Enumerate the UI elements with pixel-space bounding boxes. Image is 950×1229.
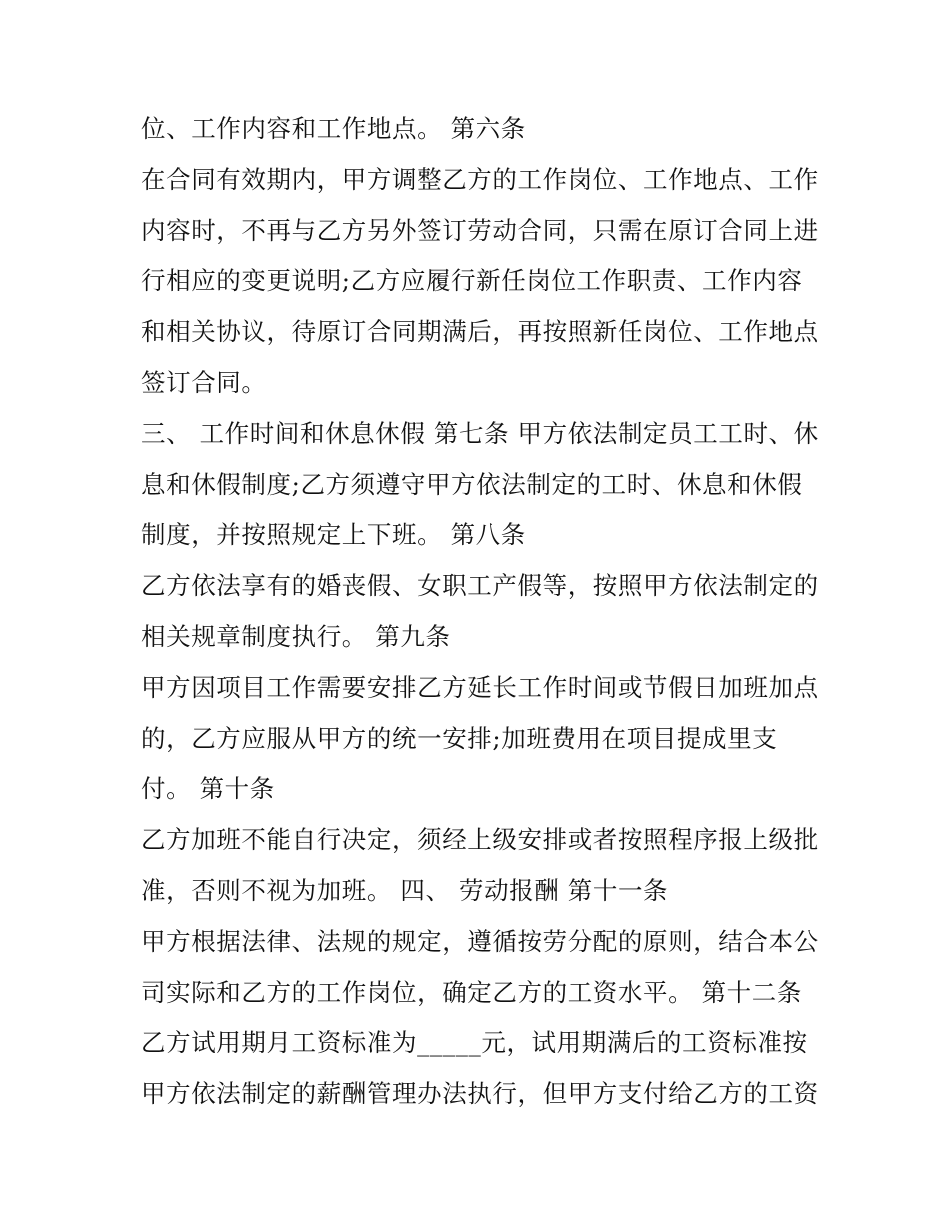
text-line: 付。 第十条 bbox=[141, 774, 275, 804]
text-line: 位、工作内容和工作地点。 第六条 bbox=[141, 114, 526, 143]
text-line: 甲方根据法律、法规的规定，遵循按劳分配的原则，结合本公 bbox=[141, 926, 819, 956]
text-line: 内容时，不再与乙方另外签订劳动合同，只需在原订合同上进 bbox=[141, 215, 819, 245]
text-line: 签订合同。 bbox=[141, 367, 267, 397]
contract-text bbox=[141, 108, 821, 1124]
text-line: 甲方因项目工作需要安排乙方延长工作时间或节假日加班加点 bbox=[141, 672, 819, 702]
text-line: 司实际和乙方的工作岗位，确定乙方的工资水平。 第十二条 bbox=[141, 977, 802, 1007]
text-line: 相关规章制度执行。 第九条 bbox=[141, 621, 451, 651]
text-line: 三、 工作时间和休息休假 第七条 甲方依法制定员工工时、休 bbox=[141, 418, 819, 448]
text-line: 准，否则不视为加班。 四、 劳动报酬 第十一条 bbox=[141, 875, 669, 905]
text-line: 乙方加班不能自行决定，须经上级安排或者按照程序报上级批 bbox=[141, 825, 819, 855]
text-line: 息和休假制度;乙方须遵守甲方依法制定的工时、休息和休假 bbox=[141, 469, 803, 499]
text-line: 甲方依法制定的薪酬管理办法执行，但甲方支付给乙方的工资 bbox=[141, 1079, 819, 1109]
text-line: 制度，并按照规定上下班。 第八条 bbox=[141, 520, 526, 550]
text-line: 乙方依法享有的婚丧假、女职工产假等，按照甲方依法制定的 bbox=[141, 571, 819, 601]
text-line: 行相应的变更说明;乙方应履行新任岗位工作职责、工作内容 bbox=[141, 266, 803, 296]
text-line: 和相关协议，待原订合同期满后，再按照新任岗位、工作地点 bbox=[141, 317, 819, 347]
text-line: 在合同有效期内，甲方调整乙方的工作岗位、工作地点、工作 bbox=[141, 164, 819, 194]
text-line: 的，乙方应服从甲方的统一安排;加班费用在项目提成里支 bbox=[141, 723, 778, 753]
text-line: 乙方试用期月工资标准为_____元，试用期满后的工资标准按 bbox=[141, 1028, 808, 1058]
